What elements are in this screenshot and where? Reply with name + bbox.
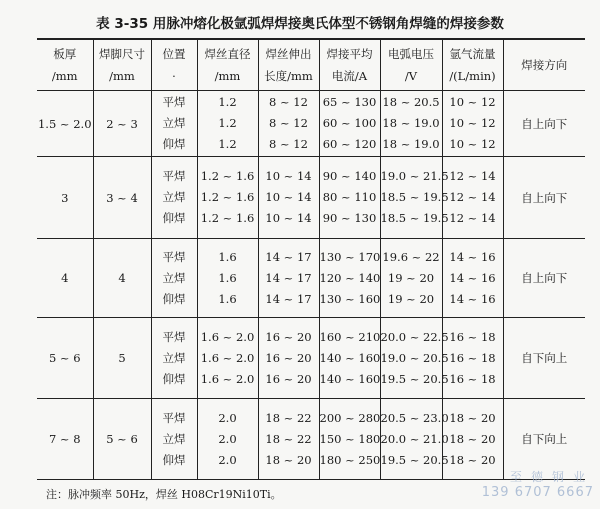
welding-direction-cell: 自上向下 [503,157,585,239]
table-row-group [37,239,585,318]
column-header-line: 焊接平均 [326,47,373,61]
stickout-value: 18 ~ 20 [265,452,312,467]
argon-value: 10 ~ 12 [449,116,496,130]
argon-value: 16 ~ 18 [449,329,496,344]
stickout-value: 8 ~ 12 [269,95,308,109]
argon-value: 18 ~ 20 [449,452,496,467]
watermark [482,468,594,500]
stickout-value: 18 ~ 22 [265,410,312,425]
voltage-value: 20.0 ~ 22.5 [380,329,449,344]
watermark-phone: 139 6707 6667 [481,485,594,500]
wire-cell [197,91,258,157]
current-value: 150 ~ 180 [319,431,381,446]
position-cell [151,239,197,318]
column-header-line: 焊脚尺寸 [99,47,145,61]
column-header-line: /V [404,69,418,83]
voltage-cell [380,318,449,399]
argon-value: 12 ~ 14 [449,211,496,225]
table-note: 注：脉冲频率 50Hz，焊丝 H08Cr19Ni10Ti。 [46,488,282,501]
stickout-value: 18 ~ 22 [265,431,312,446]
watermark-name: 至德钢业 [509,470,594,484]
wire-value: 1.2 ~ 1.6 [200,211,255,225]
current-cell [319,91,380,157]
welding-parameters-table [37,38,585,480]
wire-value: 1.2 ~ 1.6 [200,190,255,204]
position-cell [151,157,197,239]
voltage-value: 20.0 ~ 21.0 [380,431,449,446]
voltage-value: 18.5 ~ 19.5 [380,190,449,204]
wire-value: 1.2 ~ 1.6 [200,169,255,183]
plate-thickness-cell: 1.5 ~ 2.0 [37,91,93,157]
current-value: 90 ~ 140 [322,169,377,183]
voltage-value: 18 ~ 19.0 [382,137,440,151]
column-header [93,39,151,91]
voltage-value: 19 ~ 20 [387,270,435,285]
voltage-cell [380,399,449,480]
stickout-value: 14 ~ 17 [265,291,312,306]
argon-value: 16 ~ 18 [449,371,496,386]
wire-value: 1.6 ~ 2.0 [200,371,255,386]
wire-value: 1.6 [218,270,237,285]
position-value: 立焊 [162,116,186,130]
argon-value: 10 ~ 12 [449,137,496,151]
position-value: 立焊 [162,270,186,285]
position-value: 仰焊 [162,291,186,306]
position-value: 平焊 [162,249,186,264]
plate-thickness-cell: 7 ~ 8 [37,399,93,480]
column-header [151,39,197,91]
column-header [503,39,585,91]
argon-value: 18 ~ 20 [449,410,496,425]
position-value: 仰焊 [162,137,186,151]
wire-cell [197,157,258,239]
stickout-value: 10 ~ 14 [265,169,312,183]
argon-cell [442,239,503,318]
voltage-cell [380,157,449,239]
position-cell [151,91,197,157]
current-value: 180 ~ 250 [319,452,381,467]
argon-value: 16 ~ 18 [449,350,496,365]
position-value: 立焊 [162,431,186,446]
stickout-cell [258,91,319,157]
current-value: 160 ~ 210 [319,329,381,344]
wire-value: 1.2 [218,95,237,109]
position-cell [151,318,197,399]
column-header-line: 电弧电压 [388,47,434,61]
current-cell [319,239,380,318]
argon-value: 12 ~ 14 [449,190,496,204]
voltage-cell [380,91,442,157]
wire-value: 1.6 ~ 2.0 [200,329,255,344]
column-header-line: /mm [214,69,241,83]
position-value: 平焊 [162,410,186,425]
table-title: 表 3-35 用脉冲熔化极氩弧焊焊接奥氏体型不锈钢角焊缝的焊接参数 [96,16,504,32]
position-value: 平焊 [162,169,186,183]
stickout-value: 16 ~ 20 [265,329,312,344]
wire-cell [197,239,258,318]
current-value: 130 ~ 160 [319,291,381,306]
plate-thickness-cell: 5 ~ 6 [37,318,93,399]
position-cell [151,399,197,480]
position-value: 立焊 [162,190,186,204]
argon-cell [442,91,503,157]
welding-direction-cell: 自上向下 [503,91,585,157]
leg-size-cell: 3 ~ 4 [93,157,151,239]
position-value: 仰焊 [162,371,186,386]
leg-size-cell: 2 ~ 3 [93,91,151,157]
current-value: 140 ~ 160 [319,371,381,386]
wire-value: 2.0 [218,410,237,425]
voltage-value: 19.5 ~ 20.5 [380,371,449,386]
voltage-cell [380,239,442,318]
argon-value: 14 ~ 16 [449,249,496,264]
voltage-value: 18 ~ 20.5 [382,95,440,109]
stickout-value: 10 ~ 14 [265,211,312,225]
voltage-value: 19.0 ~ 20.5 [380,350,449,365]
wire-value: 1.6 ~ 2.0 [200,350,255,365]
argon-value: 10 ~ 12 [449,95,496,109]
wire-value: 1.6 [218,249,237,264]
argon-value: 14 ~ 16 [449,291,496,306]
current-value: 90 ~ 130 [322,211,377,225]
column-header [319,39,380,91]
plate-thickness-cell: 4 [37,239,93,318]
stickout-cell [258,157,319,239]
argon-cell [442,157,503,239]
column-header-line: 焊接方向 [521,58,568,72]
position-value: 平焊 [162,329,186,344]
current-value: 65 ~ 130 [322,95,377,109]
position-value: 仰焊 [162,452,186,467]
column-header [380,39,442,91]
current-value: 140 ~ 160 [319,350,381,365]
stickout-value: 8 ~ 12 [269,116,308,130]
table-row-group [37,157,585,239]
voltage-value: 19.6 ~ 22 [382,249,440,264]
wire-cell [197,318,258,399]
stickout-cell [258,239,319,318]
stickout-value: 8 ~ 12 [269,137,308,151]
stickout-value: 14 ~ 17 [265,249,312,264]
wire-value: 1.2 [218,116,237,130]
welding-direction-cell: 自上向下 [503,239,585,318]
column-header-line: 位置 [162,47,186,61]
argon-value: 12 ~ 14 [449,169,496,183]
column-header [197,39,258,91]
column-header-line: 长度/mm [264,69,313,83]
wire-cell [197,399,258,480]
column-header [442,39,503,91]
current-cell [319,318,380,399]
wire-value: 2.0 [218,431,237,446]
voltage-value: 19.5 ~ 20.5 [380,452,449,467]
voltage-value: 18 ~ 19.0 [382,116,440,130]
leg-size-cell: 5 ~ 6 [93,399,151,480]
voltage-value: 20.5 ~ 23.0 [380,410,449,425]
voltage-value: 19 ~ 20 [387,291,435,306]
column-header-line: /mm [109,69,135,83]
wire-value: 1.6 [218,291,237,306]
position-value: 立焊 [162,350,186,365]
column-header-line: 板厚 [53,47,77,61]
plate-thickness-cell: 3 [37,157,93,239]
argon-cell [442,318,503,399]
stickout-cell [258,399,319,480]
current-value: 120 ~ 140 [319,270,381,285]
column-header-line: /mm [51,69,78,83]
column-header-line: 焊丝直径 [204,47,251,61]
current-cell [319,399,380,480]
stickout-cell [258,318,319,399]
current-value: 60 ~ 100 [322,116,377,130]
argon-value: 18 ~ 20 [449,431,496,446]
current-value: 200 ~ 280 [319,410,381,425]
table-row-group [37,318,585,399]
stickout-value: 10 ~ 14 [265,190,312,204]
column-header [37,39,93,91]
voltage-value: 18.5 ~ 19.5 [380,211,449,225]
welding-direction-cell: 自下向上 [503,318,585,399]
wire-value: 1.2 [218,137,237,151]
column-header-line: · [172,69,176,83]
header-row [37,39,585,91]
column-header-line: 焊丝伸出 [265,47,312,61]
column-header [258,39,319,91]
position-value: 平焊 [162,95,186,109]
column-header-line: /(L/min) [449,69,496,83]
leg-size-cell: 5 [93,318,151,399]
welding-direction-cell: 自下向上 [503,399,585,480]
current-value: 60 ~ 120 [322,137,377,151]
wire-value: 2.0 [218,452,237,467]
current-value: 80 ~ 110 [322,190,377,204]
argon-value: 14 ~ 16 [449,270,496,285]
column-header-line: 电流/A [331,69,368,83]
leg-size-cell: 4 [93,239,151,318]
position-value: 仰焊 [162,211,186,225]
current-value: 130 ~ 170 [319,249,381,264]
voltage-value: 19.0 ~ 21.5 [380,169,449,183]
column-header-line: 氩气流量 [449,47,496,61]
stickout-value: 16 ~ 20 [265,371,312,386]
stickout-value: 14 ~ 17 [265,270,312,285]
table-row-group [37,91,585,157]
current-cell [319,157,380,239]
stickout-value: 16 ~ 20 [265,350,312,365]
